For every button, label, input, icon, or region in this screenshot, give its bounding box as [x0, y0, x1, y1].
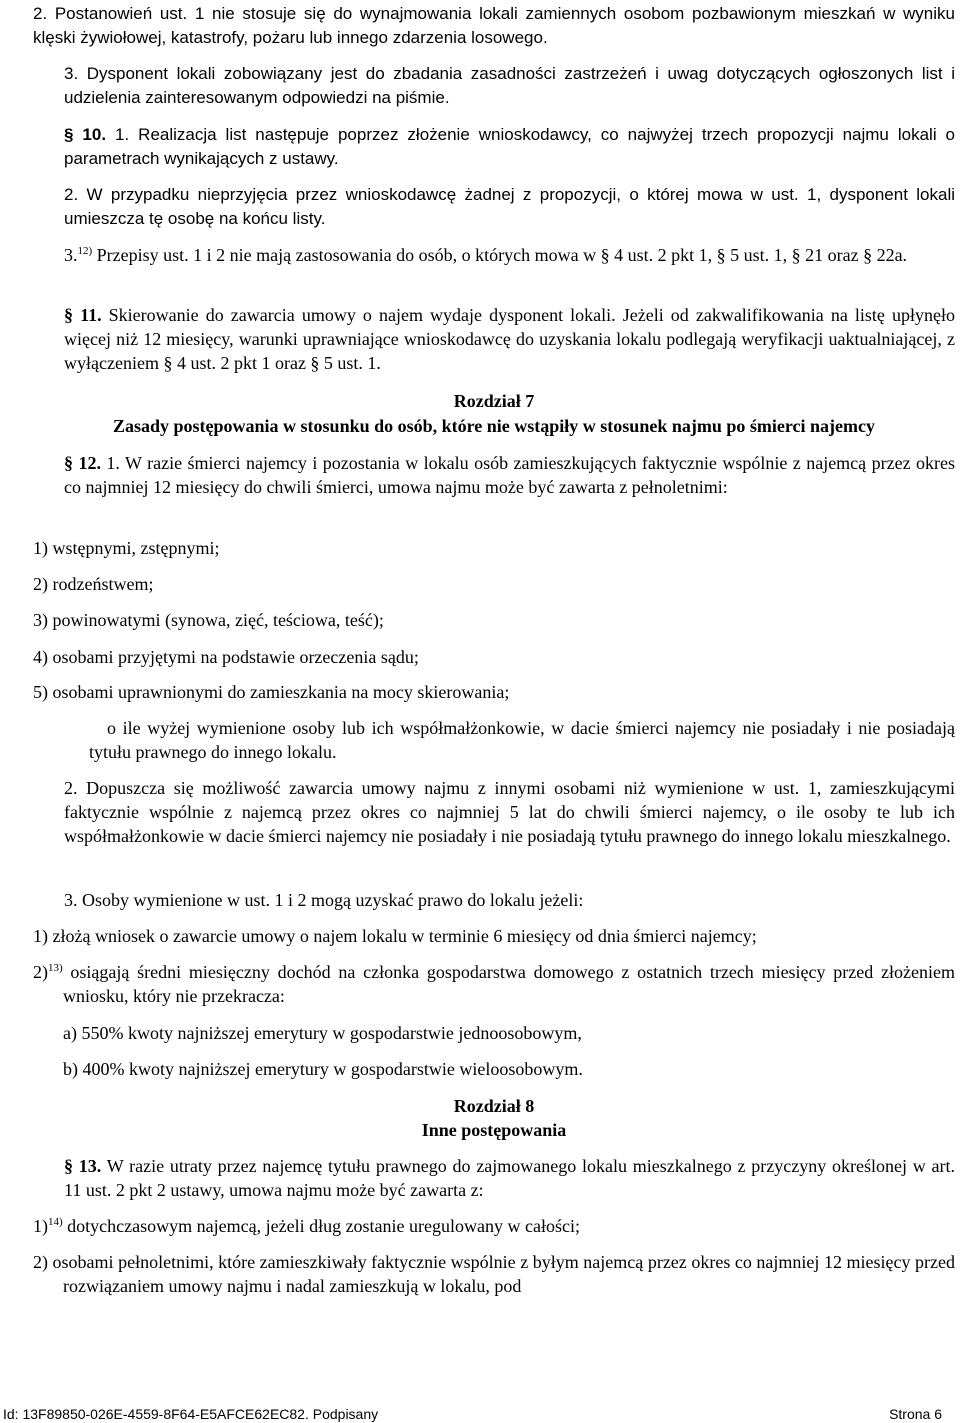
- chapter-8-number: Rozdział 8: [453, 1096, 535, 1116]
- condition-2: [33, 960, 955, 1008]
- list-condition: o ile wyżej wymienione osoby lub ich współmałżonkowie, w dacie śmierci najemcy nie posiadały i nie posiadają tytułu prawnego do innego lokalu.: [89, 718, 955, 762]
- paragraph-przepisy: [33, 243, 955, 267]
- section-10: [33, 123, 955, 171]
- section-mark: § 10.: [64, 125, 107, 144]
- list-item-1: 1) wstępnymi, zstępnymi;: [33, 538, 220, 558]
- option-2: 2) osobami pełnoletnimi, które zamieszkiwały faktycznie wspólnie z byłym najemcą przez okres co najmniej 12 miesięcy przed rozwiązaniem umowy najmu i nadal zamieszkują w lokalu, pod: [33, 1252, 955, 1296]
- option-1: [33, 1214, 955, 1238]
- footer-document-id: Id: 13F89850-026E-4559-8F64-E5AFCE62EC82. Podpisany: [3, 1406, 379, 1422]
- section-text: 1. W razie śmierci najemcy i pozostania w lokalu osób zamieszkujących faktycznie wspólnie z najemcą przez okres co najmniej 12 miesięcy do chwili śmierci, umowa najmu może być zawarta z pełnoletnimi:: [64, 453, 955, 497]
- option-text: dotychczasowym najemcą, jeżeli dług zostanie uregulowany w całości;: [62, 1216, 580, 1236]
- section-text: 1. Realizacja list następuje poprzez złożenie wnioskodawcy, co najwyżej trzech propozycji najmu lokali o parametrach wynikających z ustawy.: [64, 125, 956, 168]
- option-number: 1): [33, 1216, 48, 1236]
- condition-number: 2): [33, 962, 48, 982]
- condition-text: osiągają średni miesięczny dochód na członka gospodarstwa domowego z ostatnich trzech miesięcy przed złożeniem wniosku, który nie przekracza:: [62, 962, 955, 1006]
- section-mark: § 13.: [64, 1156, 102, 1176]
- condition-b: b) 400% kwoty najniższej emerytury w gospodarstwie wieloosobowym.: [63, 1059, 583, 1079]
- footnote-ref: 14): [48, 1216, 63, 1228]
- paragraph-nieprzyjecie: 2. W przypadku nieprzyjęcia przez wnioskodawcę żadnej z propozycji, o której mowa w ust. 1, dysponent lokali umieszcza tę osobę na końcu listy.: [64, 185, 955, 228]
- paragraph-text: Przepisy ust. 1 i 2 nie mają zastosowania do osób, o których mowa w § 4 ust. 2 pkt 1, § 5 ust. 1, § 21 oraz § 22a.: [92, 245, 908, 265]
- footnote-ref: 13): [48, 962, 63, 974]
- section-mark: § 12.: [64, 453, 101, 473]
- paragraph-12-2: 2. Dopuszcza się możliwość zawarcia umowy najmu z innymi osobami niż wymienione w ust. 1, zamieszkującymi faktycznie wspólnie z najemcą przez okres co najmniej 5 lat do chwili śmierci najemcy, o ile osoby te lub ich współmałżonkowie w dacie śmierci najemcy nie posiadały i nie posiadają tytułu prawnego do innego lokalu mieszkalnego.: [64, 778, 955, 846]
- chapter-7-title: Zasady postępowania w stosunku do osób, które nie wstąpiły w stosunek najmu po śmierci najemcy: [113, 416, 875, 436]
- section-11: [33, 303, 955, 375]
- list-item-2: 2) rodzeństwem;: [33, 574, 154, 594]
- section-13: [33, 1154, 955, 1202]
- chapter-8-title: Inne postępowania: [421, 1120, 567, 1140]
- paragraph-dysponent: 3. Dysponent lokali zobowiązany jest do zbadania zasadności zastrzeżeń i uwag dotyczących ogłoszonych list i udzielenia zainteresowanym odpowiedzi na piśmie.: [64, 64, 955, 107]
- paragraph-12-3: 3. Osoby wymienione w ust. 1 i 2 mogą uzyskać prawo do lokalu jeżeli:: [64, 890, 584, 910]
- list-item-5: 5) osobami uprawnionymi do zamieszkania na mocy skierowania;: [33, 682, 510, 702]
- section-text: W razie utraty przez najemcę tytułu prawnego do zajmowanego lokalu mieszkalnego z przyczyny określonej w art. 11 ust. 2 pkt 2 ustawy, umowa najmu może być zawarta z:: [64, 1156, 955, 1200]
- chapter-7-number: Rozdział 7: [453, 391, 535, 411]
- list-item-3: 3) powinowatymi (synowa, zięć, teściowa, teść);: [33, 610, 384, 630]
- condition-a: a) 550% kwoty najniższej emerytury w gospodarstwie jednoosobowym,: [63, 1023, 582, 1043]
- footnote-ref: 12): [77, 245, 93, 257]
- paragraph-postanowien: 2. Postanowień ust. 1 nie stosuje się do wynajmowania lokali zamiennych osobom pozbawionym mieszkań w wyniku klęski żywiołowej, katastrofy, pożaru lub innego zdarzenia losowego.: [33, 4, 955, 47]
- list-item-4: 4) osobami przyjętymi na podstawie orzeczenia sądu;: [33, 647, 419, 667]
- paragraph-number: 3.: [64, 245, 78, 265]
- condition-1: 1) złożą wniosek o zawarcie umowy o najem lokalu w terminie 6 miesięcy od dnia śmierci najemcy;: [33, 926, 757, 946]
- section-12: [33, 451, 955, 499]
- section-mark: § 11.: [64, 305, 102, 325]
- footer-page-number: Strona 6: [889, 1406, 942, 1422]
- section-text: Skierowanie do zawarcia umowy o najem wydaje dysponent lokali. Jeżeli od zakwalifikowania na listę upłynęło więcej niż 12 miesięcy, warunki uprawniające wnioskodawcę do uzyskania lokalu podlegają weryfikacji uaktualniającej, z wyłączeniem § 4 ust. 2 pkt 1 oraz § 5 ust. 1.: [64, 305, 955, 373]
